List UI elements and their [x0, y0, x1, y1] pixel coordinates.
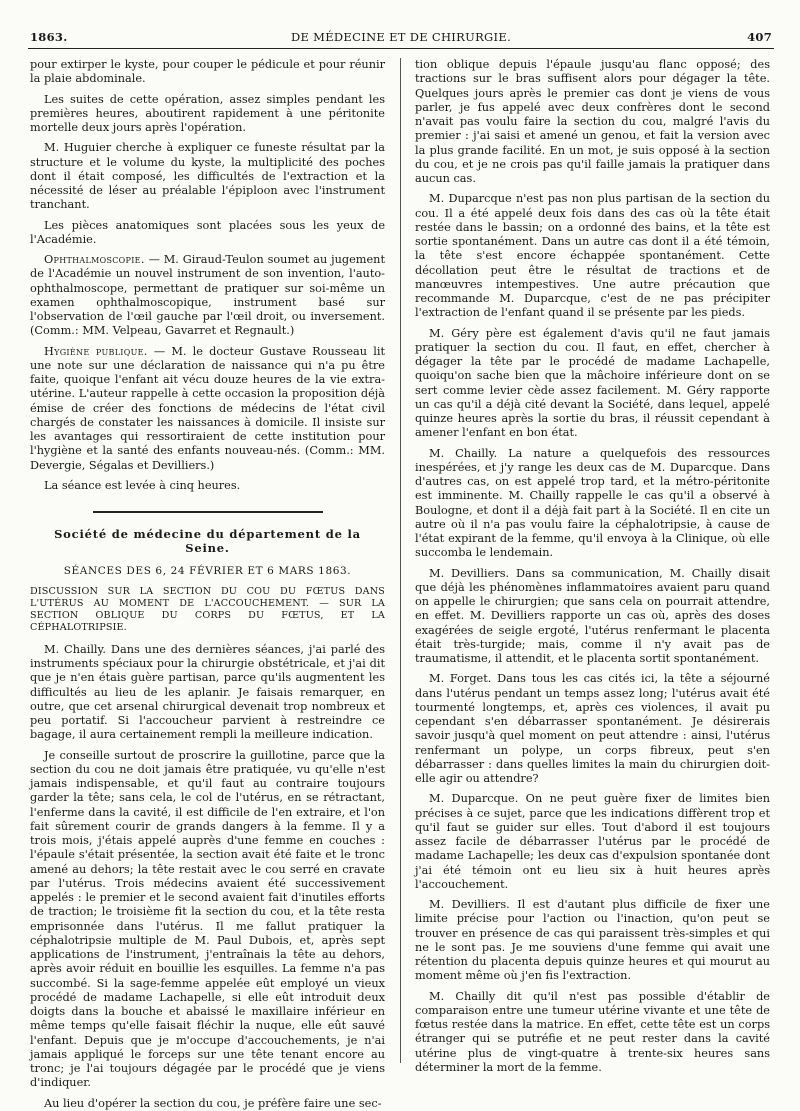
discussion-title: DISCUSSION SUR LA SECTION DU COU DU FŒTUS DANS L'UTÉRUS AU MOMENT DE L'ACCOUCHEMENT. — SUR LA SECTION OBLIQUE DU CORPS DU FŒTUS, ET LA CÉPHALOTRIPSIE.: [30, 585, 385, 633]
paragraph: M. Duparcque. On ne peut guère fixer de limites bien précises à ce sujet, parce que les indications diffèrent trop et qu'il faut se guider sur elles. Tout d'abord il est toujours assez facile de débarrasser l'utérus par le procédé de madame Lachapelle; les deux cas d'expulsion spontanée dont j'ai été témoin ont eu lieu six à huit heures après l'accouchement.: [415, 792, 770, 891]
right-column: [415, 58, 770, 1074]
section-heading: Hygiène publique.: [44, 344, 148, 358]
paragraph: tion oblique depuis l'épaule jusqu'au flanc opposé; des tractions sur le bras suffisent alors pour dégager la tête. Quelques jours après le premier cas dont je viens de vous parler, je fus appelé avec deux confrères dont le second n'avait pas voulu faire la section du cou, malgré l'avis du premier : j'ai saisi et amené un genou, et fait la version avec la plus grande facilité. En un mot, je suis opposé à la section du cou, et je ne crois pas qu'il faille jamais la pratiquer dans aucun cas.: [415, 58, 770, 185]
left-column: [30, 58, 385, 1110]
session-dates: SÉANCES DES 6, 24 FÉVRIER ET 6 MARS 1863.: [63, 564, 352, 577]
hygiene-paragraph: [30, 345, 385, 473]
paragraph: M. Chailly. Dans une des dernières séances, j'ai parlé des instruments spéciaux pour la chirurgie obstétricale, et j'ai dit que je n'en étais guère partisan, parce qu'ils augmentent les difficultés au lieu de les aplanir. Je faisais remarquer, en outre, que cet arsenal chirurgical devenait trop nombreux et peu portatif. Si l'accoucheur parvient à restreindre ce bagage, il aura certainement rempli la meilleure indication.: [30, 642, 385, 742]
header-title: DE MÉDECINE ET DE CHIRURGIE.: [290, 30, 512, 44]
paragraph: M. Devilliers. Dans sa communication, M. Chailly disait que déjà les phénomènes inflammatoires avaient paru quand on appelle le chirurgien; que sans cela on pourrait attendre, en effet. M. Devilliers rapporte un cas où, après des doses exagérées de seigle ergoté, l'utérus renfermant le placenta était très-turgide; mais, comme il n'y avait pas de traumatisme, il attendit, et le placenta sortit spontanément.: [415, 566, 770, 665]
paragraph: Je conseille surtout de proscrire la guillotine, parce que la section du cou ne doit jamais être pratiquée, vu qu'elle n'est jamais indispensable, et qu'il faut au contraire toujours garder la tête; sans cela, le col de l'utérus, en se rétractant, l'enferme dans la cavité, il est difficile de l'en extraire, et l'on fait sûrement courir de grands dangers à la femme. Il y a trois mois, j'étais appelé auprès d'une femme en couches : l'épaule s'était présentée, la section avait été faite et le tronc amené au dehors; la tête restait avec le cou serré en cravate par l'utérus. Trois médecins avaient été successivement appelés : le premier et le second avaient fait d'inutiles efforts de traction; le troisième fit la section du cou, et la tête resta emprisonnée dans l'utérus. Il me fallut pratiquer la céphalotripsie multiple de M. Paul Dubois, et, après sept applications de l'instrument, j'entraînais la tête au dehors, après avoir réduit en bouillie les esquilles. La femme n'a pas succombé. Si la sage-femme appelée eût employé un vieux procédé de madame Lachapelle, si elle eût introduit deux doigts dans la bouche et abaissé le maxillaire inférieur en même temps qu'elle faisait fléchir la nuque, elle eût sauvé l'enfant. Depuis que je m'occupe d'accouchements, je n'ai jamais appliqué le forceps sur une tête tenant encore au tronc; je l'ai toujours dégagée par le procédé que je viens d'indiquer.: [30, 748, 385, 1090]
paragraph: M. Huguier cherche à expliquer ce funeste résultat par la structure et le volume du kyste, la multiplicité des poches dont il était composé, les difficultés de l'extraction et la nécessité de léser au préalable l'épiploon avec l'instrument tranchant.: [30, 141, 385, 212]
ophthalmoscopy-paragraph: [30, 253, 385, 339]
page-number: 407: [747, 30, 772, 44]
paragraph-text: — M. le docteur Gustave Rousseau lit une note sur une déclaration de naissance qui n'a pu être faite, quoique l'enfant ait vécu douze heures de la vie extra-utérine. L'auteur rappelle à cette occasion la proposition déjà émise de créer des fonctions de médecins de l'état civil chargés de constater les naissances à domicile. Il insiste sur les avantages qui ressortiraient de cette institution pour l'hygiène et la santé des enfants nouveau-nés. (Comm.: MM. Devergie, Ségalas et Devilliers.): [30, 344, 385, 472]
paragraph: Les pièces anatomiques sont placées sous les yeux de l'Académie.: [30, 218, 385, 246]
section-divider: [93, 511, 323, 513]
paragraph: M. Forget. Dans tous les cas cités ici, la tête a séjourné dans l'utérus pendant un temps assez long; l'utérus avait été tourmenté longtemps, et, après ces violences, il avait pu cependant s'en débarrasser spontanément. Je désirerais savoir jusqu'à quel moment on peut attendre : ainsi, l'utérus renfermant un polype, un corps fibreux, peut s'en débarrasser : dans quelles limites la main du chirurgien doit-elle agir ou attendre?: [415, 672, 770, 785]
paragraph: M. Duparcque n'est pas non plus partisan de la section du cou. Il a été appelé deux fois dans des cas où la tête était restée dans le bassin; on a ordonné des bains, et la tête est sortie spontanément. Dans un autre cas dont il a été témoin, la tête s'est encore échappée spontanément. Cette décollation peut être le résultat de tractions et de manœuvres intempestives. Une autre précaution que recommande M. Duparcque, c'est de ne pas précipiter l'extraction de l'enfant quand il se présente par les pieds.: [415, 192, 770, 320]
paragraph: M. Devilliers. Il est d'autant plus difficile de fixer une limite précise pour l'action ou l'inaction, qu'on peut se trouver en présence de cas qui paraissent très-simples et qui ne le sont pas. Je me souviens d'une femme qui avait une rétention du placenta depuis quinze heures et qui mourut au moment même où j'en fis l'extraction.: [415, 898, 770, 983]
header-year: 1863.: [30, 30, 68, 44]
paragraph: pour extirper le kyste, pour couper le pédicule et pour réunir la plaie abdominale.: [30, 58, 385, 86]
paragraph: Au lieu d'opérer la section du cou, je préfère faire une sec-: [44, 1096, 382, 1110]
society-title: Société de médecine du département de la Seine.: [54, 527, 361, 556]
column-rule: [400, 58, 401, 1063]
section-heading: Ophthalmoscopie.: [44, 253, 145, 266]
paragraph: M. Chailly. La nature a quelquefois des ressources inespérées, et j'y range les deux cas de M. Duparcque. Dans d'autres cas, on est appelé trop tard, et la métro-péritonite est imminente. M. Chailly rappelle le cas qu'il a observé à Boulogne, et dont il a déjà fait part à la Société. Il en cite un autre où il n'a pas voulu faire la céphalotripsie, à cause de l'état expirant de la femme, qu'il envoya à la Clinique, où elle succomba le lendemain.: [415, 446, 770, 560]
running-header: [28, 30, 774, 49]
closing-line: La séance est levée à cinq heures.: [44, 478, 241, 492]
paragraph: Les suites de cette opération, assez simples pendant les premières heures, aboutirent rapidement à une péritonite mortelle deux jours après l'opération.: [30, 92, 385, 134]
paragraph: M. Chailly dit qu'il n'est pas possible d'établir de comparaison entre une tumeur utérine vivante et une tête de fœtus restée dans la matrice. En effet, cette tête est un corps étranger qui se putréfie et ne peut rester dans la cavité utérine plus de vingt-quatre à trente-six heures sans déterminer la mort de la femme.: [415, 989, 770, 1074]
paragraph-text: — M. Giraud-Teulon soumet au jugement de l'Académie un nouvel instrument de son invention, l'auto-ophthalmoscope, permettant de pratiquer sur soi-même un examen ophthalmoscopique, instrument basé sur l'observation de l'œil gauche par l'œil droit, ou inversement. (Comm.: MM. Velpeau, Gavarret et Regnault.): [30, 253, 385, 338]
paragraph: M. Géry père est également d'avis qu'il ne faut jamais pratiquer la section du cou. Il faut, en effet, chercher à dégager la tête par le procédé de madame Lachapelle, quoiqu'on sache bien que la mâchoire inférieure dont on se sert comme levier cède assez facilement. M. Géry rapporte un cas qu'il a déjà cité devant la Société, dans lequel, appelé quinze heures après la sortie du bras, il réussit cependant à amener l'enfant en bon état.: [415, 326, 770, 440]
